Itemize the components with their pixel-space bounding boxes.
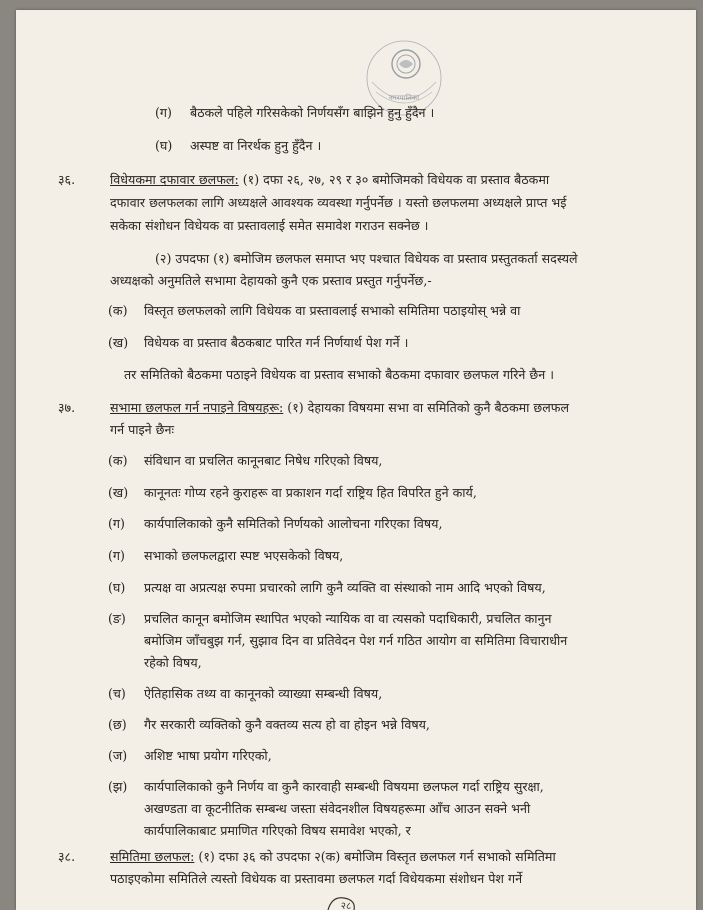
- section-heading-line: [110, 848, 556, 865]
- section-heading: विधेयकमा दफावार छलफल:: [110, 172, 239, 187]
- seal-text: नगरपालिका: [388, 94, 420, 102]
- handwritten-page-number: [316, 888, 376, 910]
- list-item-text: प्रचलित कानून बमोजिम स्थापित भएको न्यायिक वा वा त्यसको पदाधिकारी, प्रचलित कानुन: [144, 611, 552, 626]
- list-item-text: रहेको विषय,: [144, 655, 202, 670]
- list-item-text: अस्पष्ट वा निरर्थक हुनु हुँदैन ।: [190, 138, 322, 153]
- list-marker: (झ): [108, 779, 128, 794]
- section-number: ३८.: [58, 849, 76, 864]
- list-marker: (ग): [108, 516, 125, 531]
- section-heading: सभामा छलफल गर्न नपाइने विषयहरू:: [110, 400, 284, 415]
- list-marker: (घ): [155, 138, 173, 153]
- list-item-text: सभाको छलफलद्वारा स्पष्ट भएसकेको विषय,: [144, 548, 344, 563]
- paragraph-line: दफावार छलफलका लागि अध्यक्षले आवश्यक व्यवस्था गर्नुपर्नेछ । यस्तो छलफलमा अध्यक्षले प्राप्त भई: [110, 195, 567, 210]
- paragraph-line: अध्यक्षको अनुमतिले सभामा देहायको कुनै एक प्रस्ताव प्रस्तुत गर्नुपर्नेछ,-: [110, 273, 432, 288]
- section-number: ३७.: [58, 400, 76, 415]
- paragraph-line: (२) उपदफा (१) बमोजिम छलफल समाप्त भए पश्चात विधेयक वा प्रस्ताव प्रस्तुतकर्ता सदस्यले: [155, 251, 578, 266]
- section-heading-line: [110, 399, 569, 416]
- page-number-text: २८: [340, 901, 352, 910]
- paragraph-text: (१) देहायका विषयमा सभा वा समितिको कुनै बैठकमा छलफल: [287, 400, 570, 415]
- paragraph-line: गर्न पाइने छैनः: [110, 422, 175, 437]
- paragraph-text: (१) दफा ३६ को उपदफा २(क) बमोजिम विस्तृत छलफल गर्न सभाको समितिमा: [198, 849, 556, 864]
- paragraph-text: (१) दफा २६, २७, २९ र ३० बमोजिमको विधेयक वा प्रस्ताव बैठकमा: [242, 172, 550, 187]
- section-number: ३६.: [58, 172, 76, 187]
- list-item-text: अखण्डता वा कूटनीतिक सम्बन्ध जस्ता संवेदनशील विषयहरूमा आँच आउन सक्ने भनी: [144, 801, 531, 816]
- list-item-text: ऐतिहासिक तथ्य वा कानूनको व्याख्या सम्बन्धी विषय,: [144, 686, 383, 701]
- list-item-text: संविधान वा प्रचलित कानूनबाट निषेध गरिएको विषय,: [144, 453, 383, 468]
- list-marker: (ग): [108, 548, 125, 563]
- list-item-text: कार्यपालिकाको कुनै समितिको निर्णयको आलोचना गरिएका विषय,: [144, 516, 443, 531]
- section-heading-line: [110, 171, 549, 188]
- list-item-text: विस्तृत छलफलको लागि विधेयक वा प्रस्तावलाई सभाको समितिमा पठाइयोस् भन्ने वा: [144, 303, 521, 318]
- list-item-text: गैर सरकारी व्यक्तिको कुनै वक्तव्य सत्य हो वा होइन भन्ने विषय,: [144, 717, 430, 732]
- list-marker: (ङ): [108, 611, 126, 626]
- list-item-text: बैठकले पहिले गरिसकेको निर्णयसँग बाझिने हुनु हुँदैन ।: [190, 105, 435, 120]
- list-item-text: कार्यपालिकाबाट प्रमाणित गरिएको विषय समावेश भएको, र: [144, 823, 411, 838]
- list-marker: (छ): [108, 717, 127, 732]
- document-page: [16, 10, 696, 910]
- list-marker: (घ): [108, 580, 126, 595]
- list-marker: (ख): [108, 335, 129, 350]
- list-item-text: प्रत्यक्ष वा अप्रत्यक्ष रुपमा प्रचारको लागि कुनै व्यक्ति वा संस्थाको नाम आदि भएको विषय,: [144, 580, 546, 595]
- proviso-line: तर समितिको बैठकमा पठाइने विधेयक वा प्रस्ताव सभाको बैठकमा दफावार छलफल गरिने छैन ।: [124, 367, 554, 382]
- list-item-text: कार्यपालिकाको कुनै निर्णय वा कुनै कारवाही सम्बन्धी विषयमा छलफल गर्दा राष्ट्रिय सुरक्षा,: [144, 779, 544, 794]
- paragraph-line: सकेका संशोधन विधेयक वा प्रस्तावलाई समेत समावेश गराउन सक्नेछ ।: [110, 218, 429, 233]
- list-marker: (ग): [155, 105, 172, 120]
- list-item-text: बमोजिम जाँचबुझ गर्न, सुझाव दिन वा प्रतिवेदन पेश गर्न गठित आयोग वा समितिमा विचाराधीन: [144, 633, 568, 648]
- list-marker: (च): [108, 686, 126, 701]
- list-marker: (ख): [108, 485, 129, 500]
- section-heading: समितिमा छलफल:: [110, 849, 195, 864]
- list-item-text: विधेयक वा प्रस्ताव बैठकबाट पारित गर्न निर्णयार्थ पेश गर्ने ।: [144, 335, 409, 350]
- list-item-text: अशिष्ट भाषा प्रयोग गरिएको,: [144, 748, 272, 763]
- list-marker: (ज): [108, 748, 128, 763]
- paragraph-line: पठाइएकोमा समितिले त्यस्तो विधेयक वा प्रस्तावमा छलफल गर्दा विधेयकमा संशोधन पेश गर्ने: [110, 871, 523, 886]
- list-item-text: कानूनतः गोप्य रहने कुराहरू वा प्रकाशन गर्दा राष्ट्रिय हित विपरित हुने कार्य,: [144, 485, 477, 500]
- list-marker: (क): [108, 303, 128, 318]
- list-marker: (क): [108, 453, 128, 468]
